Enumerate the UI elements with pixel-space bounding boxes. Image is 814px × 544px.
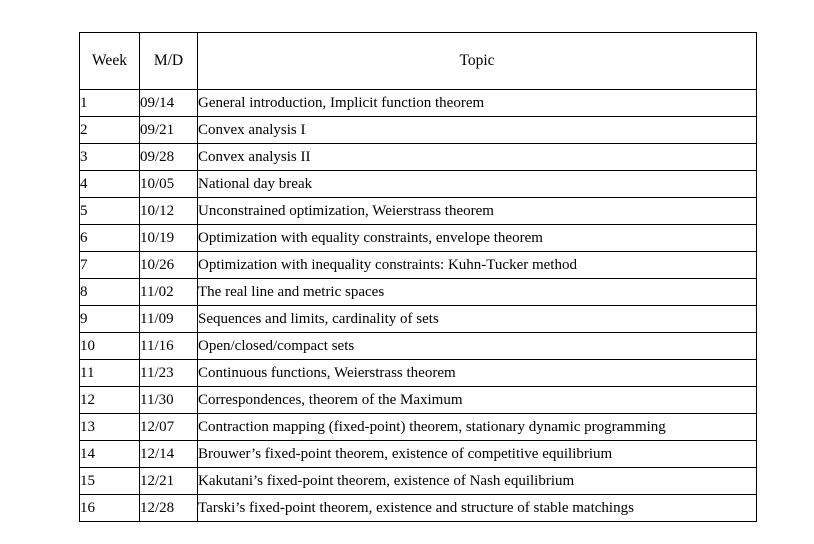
table-row bbox=[80, 495, 757, 522]
cell-md: 10/26 bbox=[140, 252, 198, 279]
cell-week: 4 bbox=[80, 171, 140, 198]
table-row bbox=[80, 90, 757, 117]
cell-md: 10/05 bbox=[140, 171, 198, 198]
column-header-md: M/D bbox=[140, 33, 198, 90]
cell-md: 12/07 bbox=[140, 414, 198, 441]
cell-md: 11/16 bbox=[140, 333, 198, 360]
cell-week: 11 bbox=[80, 360, 140, 387]
table-row bbox=[80, 279, 757, 306]
cell-topic: Kakutani’s fixed-point theorem, existence of Nash equilibrium bbox=[198, 468, 757, 495]
table-row bbox=[80, 171, 757, 198]
column-header-week: Week bbox=[80, 33, 140, 90]
cell-week: 8 bbox=[80, 279, 140, 306]
table-row bbox=[80, 225, 757, 252]
table-row bbox=[80, 117, 757, 144]
cell-topic: National day break bbox=[198, 171, 757, 198]
cell-week: 7 bbox=[80, 252, 140, 279]
cell-topic: Open/closed/compact sets bbox=[198, 333, 757, 360]
cell-md: 11/09 bbox=[140, 306, 198, 333]
table-row bbox=[80, 306, 757, 333]
cell-topic: Sequences and limits, cardinality of sets bbox=[198, 306, 757, 333]
cell-week: 6 bbox=[80, 225, 140, 252]
cell-topic: Convex analysis II bbox=[198, 144, 757, 171]
cell-md: 09/14 bbox=[140, 90, 198, 117]
table-row bbox=[80, 333, 757, 360]
table-row bbox=[80, 468, 757, 495]
course-schedule-table bbox=[79, 32, 757, 522]
cell-md: 12/28 bbox=[140, 495, 198, 522]
cell-md: 10/19 bbox=[140, 225, 198, 252]
cell-week: 3 bbox=[80, 144, 140, 171]
column-header-topic: Topic bbox=[198, 33, 757, 90]
table-row bbox=[80, 360, 757, 387]
table-row bbox=[80, 387, 757, 414]
table-header bbox=[80, 33, 757, 90]
cell-md: 11/30 bbox=[140, 387, 198, 414]
cell-week: 5 bbox=[80, 198, 140, 225]
cell-md: 12/21 bbox=[140, 468, 198, 495]
cell-week: 16 bbox=[80, 495, 140, 522]
cell-week: 1 bbox=[80, 90, 140, 117]
cell-md: 10/12 bbox=[140, 198, 198, 225]
table-row bbox=[80, 144, 757, 171]
cell-topic: Correspondences, theorem of the Maximum bbox=[198, 387, 757, 414]
cell-topic: Tarski’s fixed-point theorem, existence and structure of stable matchings bbox=[198, 495, 757, 522]
cell-topic: Optimization with inequality constraints: Kuhn-Tucker method bbox=[198, 252, 757, 279]
cell-topic: Unconstrained optimization, Weierstrass theorem bbox=[198, 198, 757, 225]
cell-week: 12 bbox=[80, 387, 140, 414]
cell-week: 10 bbox=[80, 333, 140, 360]
cell-md: 09/21 bbox=[140, 117, 198, 144]
cell-md: 11/23 bbox=[140, 360, 198, 387]
table-row bbox=[80, 198, 757, 225]
cell-topic: Contraction mapping (fixed-point) theorem, stationary dynamic programming bbox=[198, 414, 757, 441]
cell-topic: Convex analysis I bbox=[198, 117, 757, 144]
cell-topic: Optimization with equality constraints, envelope theorem bbox=[198, 225, 757, 252]
cell-week: 2 bbox=[80, 117, 140, 144]
cell-md: 12/14 bbox=[140, 441, 198, 468]
cell-md: 11/02 bbox=[140, 279, 198, 306]
table-row bbox=[80, 441, 757, 468]
table-body bbox=[80, 90, 757, 522]
cell-topic: The real line and metric spaces bbox=[198, 279, 757, 306]
cell-md: 09/28 bbox=[140, 144, 198, 171]
cell-week: 13 bbox=[80, 414, 140, 441]
table-header-row bbox=[80, 33, 757, 90]
cell-week: 14 bbox=[80, 441, 140, 468]
cell-week: 15 bbox=[80, 468, 140, 495]
cell-week: 9 bbox=[80, 306, 140, 333]
cell-topic: Brouwer’s fixed-point theorem, existence of competitive equilibrium bbox=[198, 441, 757, 468]
cell-topic: General introduction, Implicit function theorem bbox=[198, 90, 757, 117]
cell-topic: Continuous functions, Weierstrass theorem bbox=[198, 360, 757, 387]
table-row bbox=[80, 414, 757, 441]
table-row bbox=[80, 252, 757, 279]
course-schedule-table-wrapper bbox=[79, 32, 756, 522]
